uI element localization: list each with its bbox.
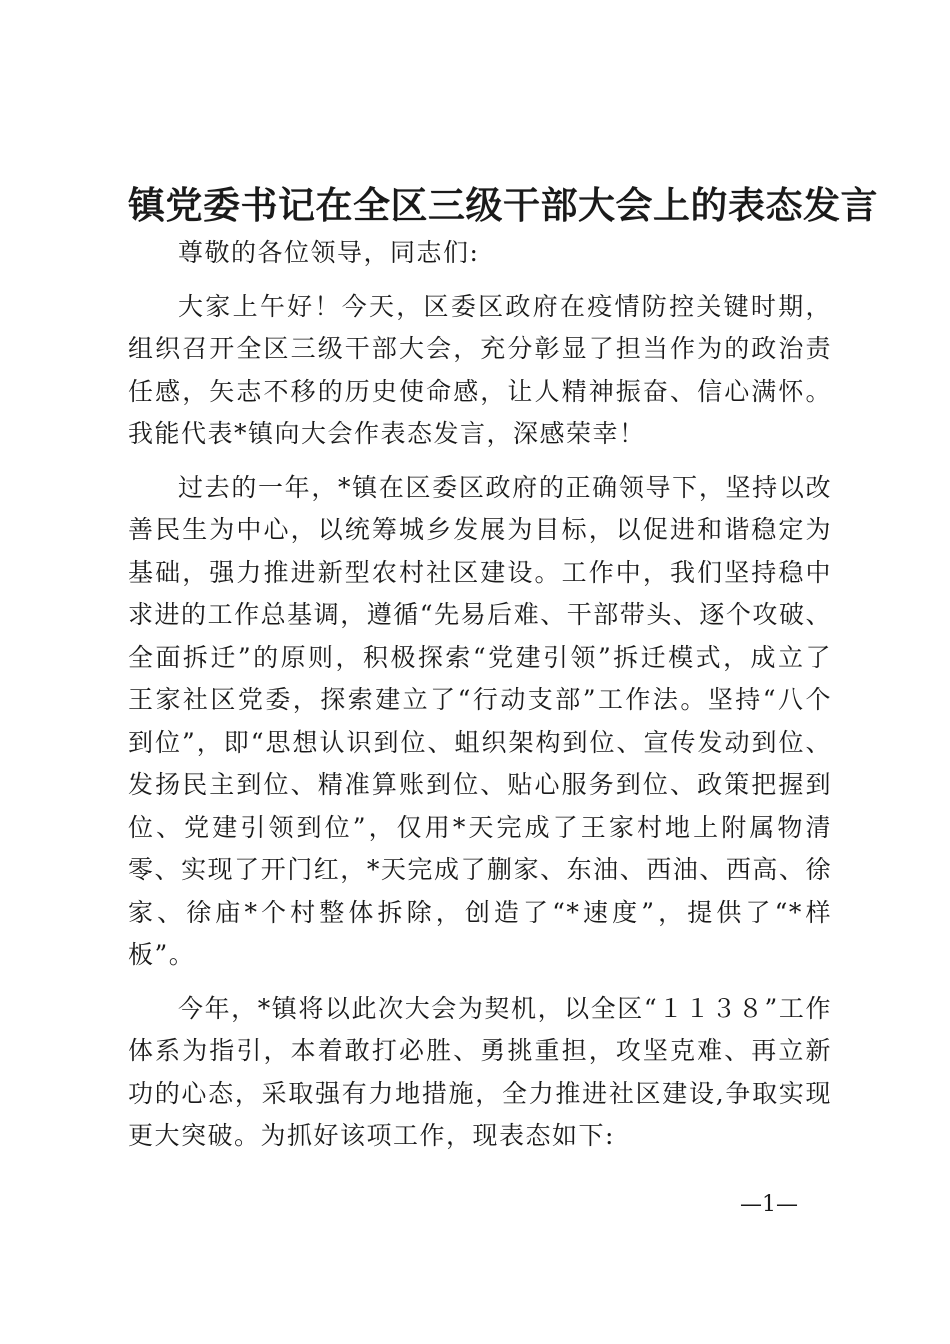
document-body <box>128 232 832 1158</box>
paragraph-this-year: 今年，*镇将以此次大会为契机，以全区“１１３８”工作体系为指引，本着敢打必胜、勇挑重担，攻坚克难、再立新功的心态，采取强有力地措施，全力推进社区建设,争取实现更大突破。为抓好该项工作，现表态如下: <box>128 993 832 1150</box>
document-title: 镇党委书记在全区三级干部大会上的表态发言 <box>128 183 878 227</box>
page-number: —1— <box>740 1192 798 1217</box>
paragraph-opening: 大家上午好！今天，区委区政府在疫情防控关键时期，组织召开全区三级干部大会，充分彰显了担当作为的政治责任感，矢志不移的历史使命感，让人精神振奋、信心满怀。我能代表*镇向大会作表态发言，深感荣幸！ <box>128 291 832 448</box>
salutation: 尊敬的各位领导，同志们: <box>178 238 480 267</box>
paragraph-past-year: 过去的一年，*镇在区委区政府的正确领导下，坚持以改善民生为中心，以统筹城乡发展为目标，以促进和谐稳定为基础，强力推进新型农村社区建设。工作中，我们坚持稳中求进的工作总基调，遵循“先易后难、干部带头、逐个攻破、全面拆迁”的原则，积极探索“党建引领”拆迁模式，成立了王家社区党委，探索建立了“行动支部”工作法。坚持“八个到位”，即“思想认识到位、蛆织架构到位、宣传发动到位、发扬民主到位、精准算账到位、贴心服务到位、政策把握到位、党建引领到位”，仅用*天完成了王家村地上附属物清零、实现了开门红，*天完成了蒯家、东油、西油、西高、徐家、徐庙*个村整体拆除，创造了“*速度”，提供了“*样板”。 <box>128 472 832 969</box>
